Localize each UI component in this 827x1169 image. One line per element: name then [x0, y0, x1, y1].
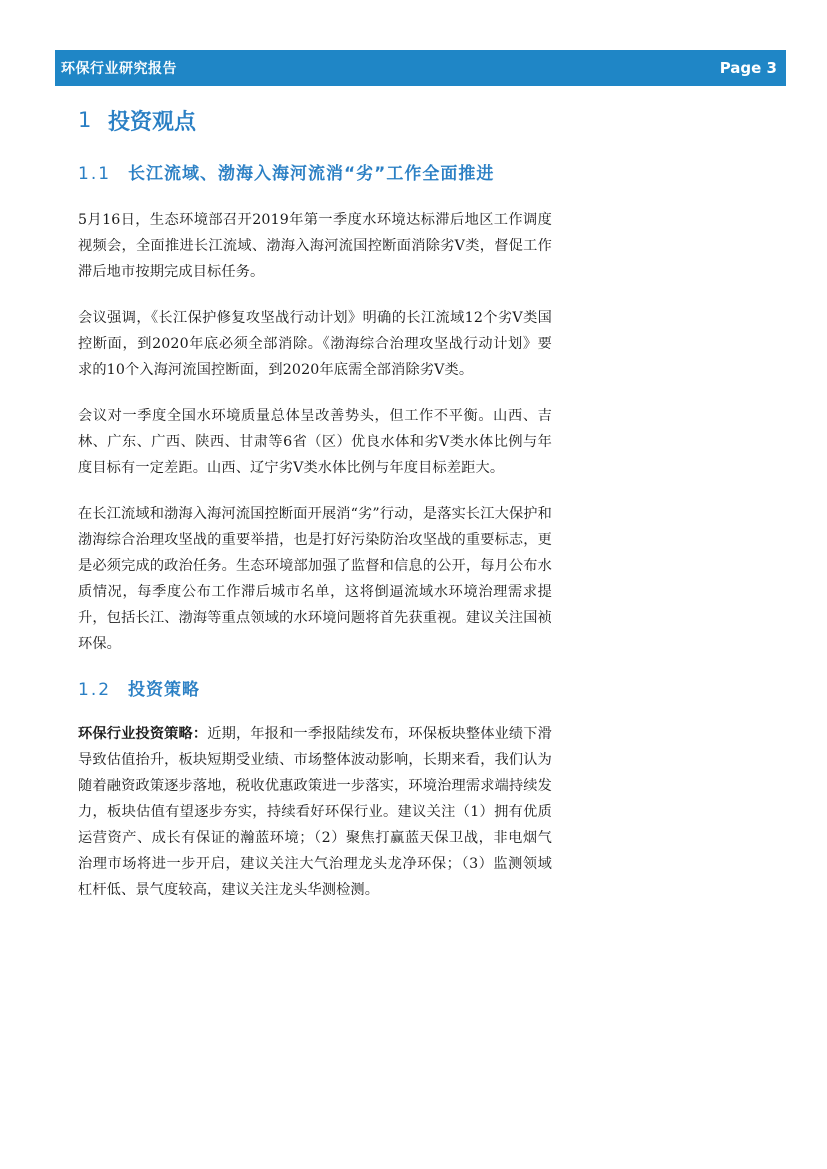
report-body — [78, 100, 552, 903]
section-number: 1 — [78, 108, 92, 132]
subsection-number: 1.1 — [78, 164, 112, 184]
paragraph: 5月16日，生态环境部召开2019年第一季度水环境达标滞后地区工作调度视频会，全面推进长江流域、渤海入海河流国控断面消除劣Ⅴ类，督促工作滞后地市按期完成目标任务。 — [78, 212, 552, 280]
paragraph: 在长江流域和渤海入海河流国控断面开展消“劣”行动，是落实长江大保护和渤海综合治理攻坚战的重要举措，也是打好污染防治攻坚战的重要标志，更是必须完成的政治任务。生态环境部加强了监督和信息的公开，每月公布水质情况，每季度公布工作滞后城市名单，这将倒逼流域水环境治理需求提升，包括长江、渤海等重点领域的水环境问题将首先获重视。建议关注国祯环保。 — [78, 506, 552, 652]
page-number: Page 3 — [719, 59, 777, 77]
section-heading — [78, 100, 552, 140]
page-header-bar — [55, 50, 786, 86]
strategy-lead: 环保行业投资策略： — [78, 726, 208, 742]
paragraph: 会议强调，《长江保护修复攻坚战行动计划》明确的长江流域12个劣Ⅴ类国控断面，到2020年底必须全部消除。《渤海综合治理攻坚战行动计划》要求的10个入海河流国控断面，到2020年底需全部消除劣Ⅴ类。 — [78, 310, 552, 378]
subsection-number: 1.2 — [78, 680, 112, 700]
subsection-title: 投资策略 — [128, 680, 200, 700]
paragraph: 会议对一季度全国水环境质量总体呈改善势头，但工作不平衡。山西、吉林、广东、广西、陕西、甘肃等6省（区）优良水体和劣Ⅴ类水体比例与年度目标有一定差距。山西、辽宁劣Ⅴ类水体比例与年度目标差距大。 — [78, 408, 552, 476]
report-title: 环保行业研究报告 — [61, 61, 177, 77]
strategy-body: 近期，年报和一季报陆续发布，环保板块整体业绩下滑导致估值抬升，板块短期受业绩、市场整体波动影响，长期来看，我们认为随着融资政策逐步落地，税收优惠政策进一步落实，环境治理需求端持续发力，板块估值有望逐步夯实，持续看好环保行业。建议关注（1）拥有优质运营资产、成长有保证的瀚蓝环境；（2）聚焦打赢蓝天保卫战，非电烟气治理市场将进一步开启，建议关注大气治理龙头龙净环保；（3）监测领域杠杆低、景气度较高，建议关注龙头华测检测。 — [78, 726, 552, 898]
subsection-heading — [78, 677, 552, 704]
section-title: 投资观点 — [108, 109, 197, 135]
subsection-heading — [78, 161, 552, 188]
strategy-paragraph — [78, 721, 552, 903]
subsection-title: 长江流域、渤海入海河流消“劣”工作全面推进 — [128, 164, 495, 184]
